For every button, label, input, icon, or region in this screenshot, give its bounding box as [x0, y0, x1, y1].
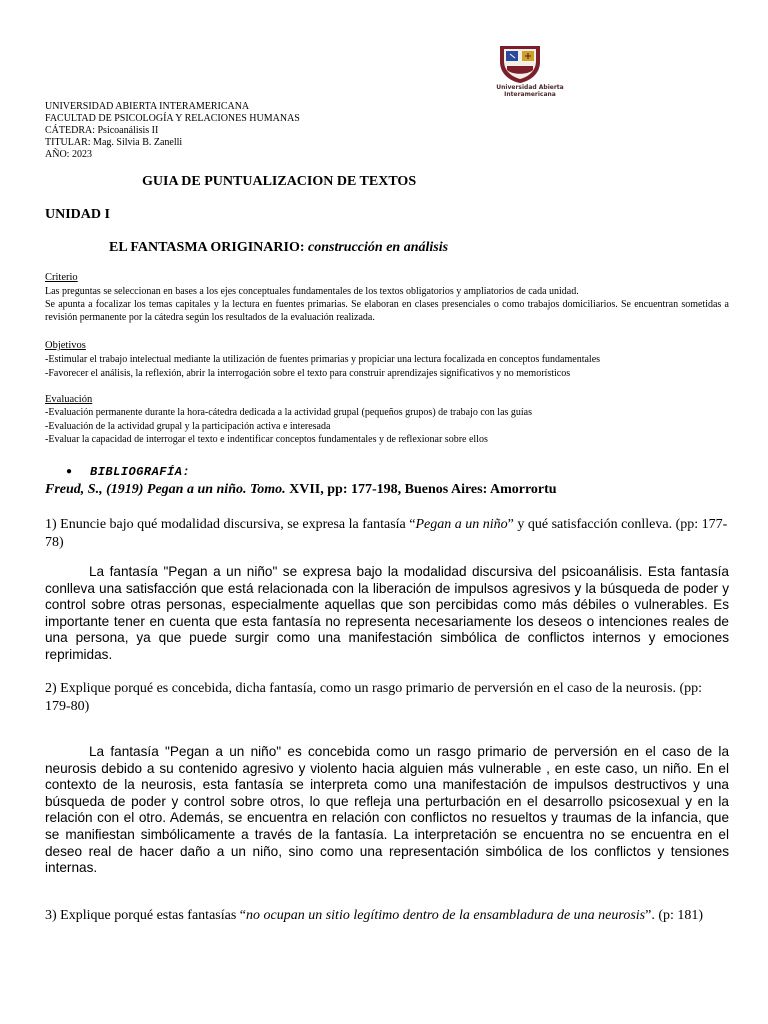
evaluacion-item: -Evaluación permanente durante la hora-cátedra dedicada a la actividad grupal (pequeños grupos) de trabajo con las guías	[45, 407, 533, 418]
answer-2: La fantasía "Pegan a un niño" es concebida como un rasgo primario de perversión en el caso de la neurosis debido a su contenido agresivo y violento hacia alguien más vulnerable , en este caso, un niño. En el contexto de la neurosis, esta fantasía se interpreta como una manifestación de impulsos destructivos y una búsqueda de poder y control sobre otros, lo que refleja una perturbación en el desarrollo psicosexual y en la relación con el otro. Además, se encuentra en relación con conflictos no resueltos y traumas de la infancia, que se manifiestan simbólicamente a través de la fantasía. La interpretación se encuentra no se encuentra en el deseo real de hacer daño a un niño, sino como una representación simbólica de los conflictos y tensiones internas.	[45, 744, 729, 876]
objetivo-item: -Favorecer el análisis, la reflexión, abrir la interrogación sobre el texto para construir aprendizajes significativos y no memorísticos	[45, 368, 571, 379]
header-titular: TITULAR: Mag. Silvia B. Zanelli	[45, 137, 183, 148]
evaluacion-item: -Evaluar la capacidad de interrogar el texto e indentificar conceptos fundamentales y de reflexionar sobre ellos	[45, 434, 488, 445]
answer-1: La fantasía "Pegan a un niño" se expresa bajo la modalidad discursiva del psicoanálisis. Esta fantasía conlleva una satisfacción que está relacionada con la liberación de impulsos agresivos y la búsqueda de poder y control sobre otras personas, especialmente aquellas que son percibidas como más débiles o vulnerables. Es importante tener en cuenta que esta fantasía no representa necesariamente los deseos o intenciones reales de una persona, ya que puede surgir como una manifestación simbólica de conflictos internos y emociones reprimidas.	[45, 564, 729, 662]
university-logo	[480, 38, 580, 106]
objetivos-heading: Objetivos	[45, 340, 86, 351]
question-1-quote: Pegan a un niño	[415, 517, 508, 532]
bibliographic-reference	[45, 482, 557, 498]
header-catedra: CÁTEDRA: Psicoanálisis II	[45, 125, 159, 136]
topic-title-italic: construcción en análisis	[308, 240, 449, 255]
criterio-line1: Las preguntas se seleccionan en bases a los ejes conceptuales fundamentales de los textos obligatorios y ampliatorios de cada unidad.	[45, 286, 579, 297]
header-year: AÑO: 2023	[45, 149, 92, 160]
question-3-pre: 3) Explique porqué estas fantasías “	[45, 908, 246, 923]
shield-icon	[498, 44, 542, 84]
topic-title-bold: EL FANTASMA ORIGINARIO:	[109, 240, 305, 255]
question-3	[45, 907, 731, 925]
objetivo-item: -Estimular el trabajo intelectual mediante la utilización de fuentes primarias y propiciar una lectura focalizada en conceptos fundamentales	[45, 354, 601, 365]
reference-author-title: Freud, S., (1919) Pegan a un niño. Tomo.	[45, 482, 286, 497]
header-university: UNIVERSIDAD ABIERTA INTERAMERICANA	[45, 101, 250, 112]
header-faculty: FACULTAD DE PSICOLOGÍA Y RELACIONES HUMANAS	[45, 113, 300, 124]
question-3-post: ”. (p: 181)	[645, 908, 704, 923]
bullet-icon: ●	[66, 466, 73, 477]
question-2: 2) Explique porqué es concebida, dicha fantasía, como un rasgo primario de perversión en el caso de la neurosis. (pp: 179-80)	[45, 681, 703, 714]
bibliografia-label: BIBLIOGRAFÍA:	[90, 465, 191, 479]
evaluacion-heading: Evaluación	[45, 394, 93, 405]
criterio-paragraph: Se apunta a focalizar los temas capitales y la lectura en fuentes primarias. Se elaboran en clases presenciales o como trabajos domiciliarios. Se encuentran sometidas a revisión permanente por la cátedra según los resultados de la evaluación realizada.	[45, 299, 729, 323]
question-1-post: ” y qué satisfacción conlleva. (pp: 177-78)	[45, 517, 728, 550]
criterio-heading: Criterio	[45, 272, 78, 283]
guide-title: GUIA DE PUNTUALIZACION DE TEXTOS	[142, 174, 417, 189]
question-1-pre: 1) Enuncie bajo qué modalidad discursiva, se expresa la fantasía “	[45, 517, 416, 532]
evaluacion-item: -Evaluación de la actividad grupal y la participación activa e interesada	[45, 421, 331, 432]
unit-title: UNIDAD I	[45, 207, 110, 222]
logo-text-line1: Universidad Abierta	[496, 84, 564, 91]
topic-title	[109, 240, 448, 256]
question-3-quote: no ocupan un sitio legítimo dentro de la ensambladura de una neurosis	[246, 908, 646, 923]
logo-text-line2: Interamericana	[504, 91, 556, 98]
reference-details: XVII, pp: 177-198, Buenos Aires: Amorrortu	[285, 482, 557, 497]
question-1	[45, 516, 731, 552]
